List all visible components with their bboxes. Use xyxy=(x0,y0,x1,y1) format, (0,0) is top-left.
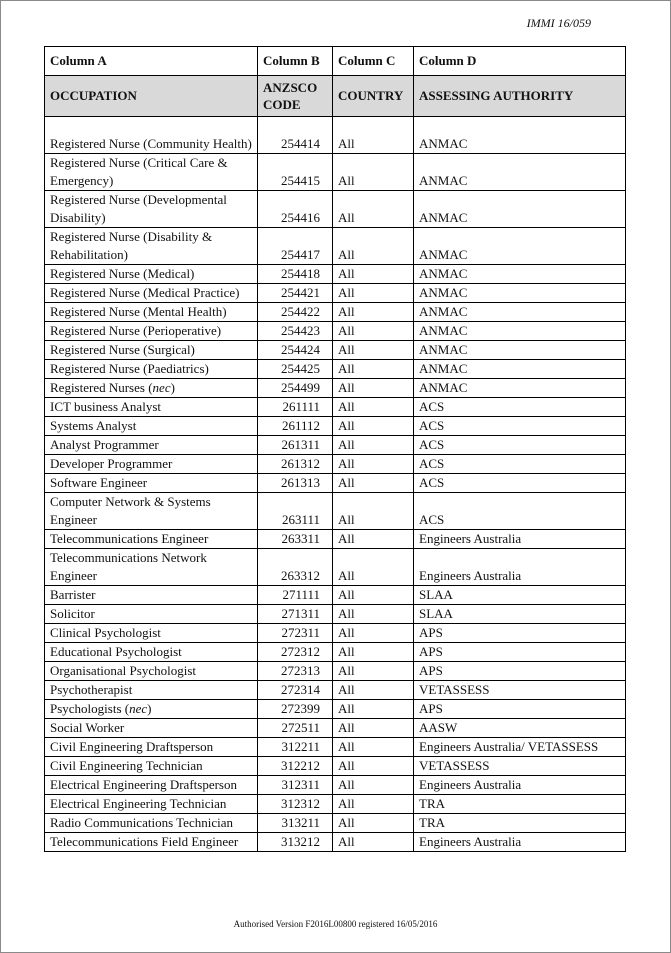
table-row xyxy=(45,284,626,303)
occupation-text: Computer Network & Systems Engineer xyxy=(50,494,211,527)
anzsco-code-cell: 254416 xyxy=(258,191,333,228)
table-row xyxy=(45,700,626,719)
occupation-text: Social Worker xyxy=(50,720,125,735)
column-title-row xyxy=(45,76,626,117)
column-letter-row xyxy=(45,47,626,76)
anzsco-code-cell: 254414 xyxy=(258,117,333,154)
occupation-cell xyxy=(45,795,258,814)
occupation-cell xyxy=(45,398,258,417)
anzsco-code-cell: 261112 xyxy=(258,417,333,436)
occupation-text: Registered Nurse (Developmental Disability) xyxy=(50,192,227,225)
anzsco-code-cell: 271111 xyxy=(258,586,333,605)
occupation-header: OCCUPATION xyxy=(45,76,258,117)
table-row xyxy=(45,379,626,398)
table-row xyxy=(45,681,626,700)
occupation-cell xyxy=(45,417,258,436)
country-cell: All xyxy=(333,700,414,719)
table-row xyxy=(45,530,626,549)
country-cell: All xyxy=(333,360,414,379)
assessing-authority-cell: ANMAC xyxy=(414,265,626,284)
anzsco-code-cell: 272511 xyxy=(258,719,333,738)
assessing-authority-cell: ANMAC xyxy=(414,303,626,322)
occupation-cell xyxy=(45,493,258,530)
occupation-text: Electrical Engineering Draftsperson xyxy=(50,777,237,792)
country-cell: All xyxy=(333,643,414,662)
occupation-cell xyxy=(45,814,258,833)
anzsco-code-cell: 272313 xyxy=(258,662,333,681)
assessing-authority-cell: ANMAC xyxy=(414,117,626,154)
assessing-authority-cell: APS xyxy=(414,700,626,719)
occupation-text: Solicitor xyxy=(50,606,95,621)
assessing-authority-header: ASSESSING AUTHORITY xyxy=(414,76,626,117)
table-row xyxy=(45,341,626,360)
country-cell: All xyxy=(333,738,414,757)
column-a-header: Column A xyxy=(45,47,258,76)
country-cell: All xyxy=(333,586,414,605)
country-cell: All xyxy=(333,605,414,624)
table-row xyxy=(45,757,626,776)
country-cell: All xyxy=(333,624,414,643)
assessing-authority-cell: Engineers Australia/ VETASSESS xyxy=(414,738,626,757)
country-cell: All xyxy=(333,493,414,530)
anzsco-code-cell: 254418 xyxy=(258,265,333,284)
table-row xyxy=(45,549,626,586)
assessing-authority-cell: ANMAC xyxy=(414,154,626,191)
document-reference: IMMI 16/059 xyxy=(526,16,591,30)
country-cell: All xyxy=(333,776,414,795)
country-cell: All xyxy=(333,814,414,833)
occupation-cell xyxy=(45,776,258,795)
table-row xyxy=(45,795,626,814)
country-cell: All xyxy=(333,303,414,322)
country-cell: All xyxy=(333,530,414,549)
country-cell: All xyxy=(333,681,414,700)
anzsco-code-cell: 254425 xyxy=(258,360,333,379)
assessing-authority-cell: Engineers Australia xyxy=(414,530,626,549)
occupation-text: Psychotherapist xyxy=(50,682,133,697)
table-row xyxy=(45,117,626,154)
country-cell: All xyxy=(333,341,414,360)
assessing-authority-cell: Engineers Australia xyxy=(414,549,626,586)
occupation-text: Civil Engineering Draftsperson xyxy=(50,739,214,754)
table-row xyxy=(45,605,626,624)
assessing-authority-cell: AASW xyxy=(414,719,626,738)
assessing-authority-cell: VETASSESS xyxy=(414,757,626,776)
table-row xyxy=(45,265,626,284)
anzsco-code-cell: 254422 xyxy=(258,303,333,322)
country-header: COUNTRY xyxy=(333,76,414,117)
table-row xyxy=(45,191,626,228)
table-row xyxy=(45,417,626,436)
assessing-authority-cell: SLAA xyxy=(414,586,626,605)
anzsco-code-cell: 254423 xyxy=(258,322,333,341)
occupation-text: Telecommunications Network Engineer xyxy=(50,550,207,583)
anzsco-code-cell: 312212 xyxy=(258,757,333,776)
occupation-cell xyxy=(45,605,258,624)
country-cell: All xyxy=(333,455,414,474)
occupation-cell xyxy=(45,303,258,322)
occupation-cell xyxy=(45,738,258,757)
assessing-authority-cell: Engineers Australia xyxy=(414,833,626,852)
occupation-suffix: nec xyxy=(152,380,171,395)
occupation-text: Registered Nurse (Medical) xyxy=(50,266,195,281)
country-cell: All xyxy=(333,228,414,265)
assessing-authority-cell: APS xyxy=(414,662,626,681)
anzsco-code-cell: 261111 xyxy=(258,398,333,417)
occupation-cell xyxy=(45,455,258,474)
anzsco-code-cell: 272311 xyxy=(258,624,333,643)
anzsco-code-cell: 254415 xyxy=(258,154,333,191)
anzsco-code-cell: 254421 xyxy=(258,284,333,303)
occupation-cell xyxy=(45,833,258,852)
anzsco-code-header xyxy=(258,76,333,117)
anzsco-code-cell: 263311 xyxy=(258,530,333,549)
assessing-authority-cell: TRA xyxy=(414,814,626,833)
anzsco-code-cell: 254499 xyxy=(258,379,333,398)
assessing-authority-cell: ANMAC xyxy=(414,322,626,341)
footer-authorised-version: Authorised Version F2016L00800 registered 16/05/2016 xyxy=(233,919,438,929)
country-cell: All xyxy=(333,549,414,586)
anzsco-code-cell: 254417 xyxy=(258,228,333,265)
occupation-text: Organisational Psychologist xyxy=(50,663,197,678)
table-row xyxy=(45,303,626,322)
country-cell: All xyxy=(333,398,414,417)
country-cell: All xyxy=(333,719,414,738)
assessing-authority-cell: ANMAC xyxy=(414,379,626,398)
country-cell: All xyxy=(333,154,414,191)
anzsco-code-cell: 272399 xyxy=(258,700,333,719)
table-row xyxy=(45,436,626,455)
assessing-authority-cell: Engineers Australia xyxy=(414,776,626,795)
country-cell: All xyxy=(333,379,414,398)
occupation-cell: Psychologists (nec) xyxy=(45,700,258,719)
assessing-authority-cell: ACS xyxy=(414,474,626,493)
occupation-cell xyxy=(45,586,258,605)
country-cell: All xyxy=(333,322,414,341)
occupation-text: Registered Nurse (Community Health) xyxy=(50,136,252,151)
country-cell: All xyxy=(333,833,414,852)
assessing-authority-cell: ACS xyxy=(414,455,626,474)
occupation-cell xyxy=(45,341,258,360)
occupation-text: Civil Engineering Technician xyxy=(50,758,203,773)
column-b-header: Column B xyxy=(258,47,333,76)
occupation-text: Psychologists xyxy=(50,701,122,716)
occupation-text: Registered Nurse (Paediatrics) xyxy=(50,361,209,376)
table-row xyxy=(45,643,626,662)
assessing-authority-cell: TRA xyxy=(414,795,626,814)
occupation-cell xyxy=(45,265,258,284)
occupation-text: Developer Programmer xyxy=(50,456,173,471)
occupation-suffix: nec xyxy=(129,701,148,716)
occupation-cell xyxy=(45,228,258,265)
occupation-cell xyxy=(45,624,258,643)
country-cell: All xyxy=(333,284,414,303)
country-cell: All xyxy=(333,795,414,814)
occupation-text: Analyst Programmer xyxy=(50,437,159,452)
table-row xyxy=(45,814,626,833)
anzsco-code-cell: 272312 xyxy=(258,643,333,662)
occupation-text: Registered Nurses xyxy=(50,380,145,395)
anzsco-code-cell: 271311 xyxy=(258,605,333,624)
country-cell: All xyxy=(333,191,414,228)
occupation-text: ICT business Analyst xyxy=(50,399,161,414)
country-cell: All xyxy=(333,757,414,776)
table-row xyxy=(45,624,626,643)
assessing-authority-cell: ANMAC xyxy=(414,191,626,228)
assessing-authority-cell: ACS xyxy=(414,417,626,436)
table-row xyxy=(45,719,626,738)
occupation-cell: Registered Nurses (nec) xyxy=(45,379,258,398)
country-cell: All xyxy=(333,436,414,455)
assessing-authority-cell: SLAA xyxy=(414,605,626,624)
table-row xyxy=(45,738,626,757)
occupation-cell xyxy=(45,191,258,228)
column-d-header: Column D xyxy=(414,47,626,76)
occupation-text: Clinical Psychologist xyxy=(50,625,161,640)
occupation-cell xyxy=(45,154,258,191)
table-row xyxy=(45,228,626,265)
occupation-cell xyxy=(45,530,258,549)
occupation-text: Systems Analyst xyxy=(50,418,137,433)
table-row xyxy=(45,586,626,605)
country-cell: All xyxy=(333,474,414,493)
table-row xyxy=(45,776,626,795)
table-row xyxy=(45,833,626,852)
country-cell: All xyxy=(333,662,414,681)
occupation-cell xyxy=(45,719,258,738)
occupation-table xyxy=(44,46,626,852)
column-c-header: Column C xyxy=(333,47,414,76)
occupation-text: Telecommunications Engineer xyxy=(50,531,209,546)
occupation-text: Telecommunications Field Engineer xyxy=(50,834,239,849)
country-cell: All xyxy=(333,117,414,154)
occupation-text: Radio Communications Technician xyxy=(50,815,233,830)
assessing-authority-cell: APS xyxy=(414,624,626,643)
table-row xyxy=(45,662,626,681)
anzsco-code-cell: 313212 xyxy=(258,833,333,852)
occupation-text: Registered Nurse (Medical Practice) xyxy=(50,285,240,300)
assessing-authority-cell: ACS xyxy=(414,493,626,530)
anzsco-code-cell: 254424 xyxy=(258,341,333,360)
occupation-text: Software Engineer xyxy=(50,475,148,490)
assessing-authority-cell: ANMAC xyxy=(414,228,626,265)
occupation-cell xyxy=(45,662,258,681)
occupation-cell xyxy=(45,757,258,776)
occupation-cell xyxy=(45,284,258,303)
anzsco-code-cell: 312211 xyxy=(258,738,333,757)
anzsco-code-cell: 261311 xyxy=(258,436,333,455)
assessing-authority-cell: ANMAC xyxy=(414,284,626,303)
occupation-cell xyxy=(45,436,258,455)
assessing-authority-cell: VETASSESS xyxy=(414,681,626,700)
occupation-cell xyxy=(45,322,258,341)
table-row xyxy=(45,322,626,341)
assessing-authority-cell: ACS xyxy=(414,436,626,455)
assessing-authority-cell: ANMAC xyxy=(414,360,626,379)
anzsco-code-cell: 313211 xyxy=(258,814,333,833)
occupation-text: Electrical Engineering Technician xyxy=(50,796,227,811)
occupation-text: Registered Nurse (Critical Care & Emergency) xyxy=(50,155,228,188)
table-row xyxy=(45,493,626,530)
table-row xyxy=(45,398,626,417)
anzsco-code-cell: 263111 xyxy=(258,493,333,530)
occupation-cell xyxy=(45,117,258,154)
anzsco-code-cell: 261313 xyxy=(258,474,333,493)
occupation-text: Registered Nurse (Disability & Rehabilitation) xyxy=(50,229,213,262)
occupation-cell xyxy=(45,549,258,586)
assessing-authority-cell: APS xyxy=(414,643,626,662)
anzsco-code-cell: 272314 xyxy=(258,681,333,700)
occupation-cell xyxy=(45,474,258,493)
anzsco-label: ANZSCO xyxy=(263,80,318,95)
table-row xyxy=(45,360,626,379)
anzsco-code-cell: 312312 xyxy=(258,795,333,814)
occupation-text: Barrister xyxy=(50,587,96,602)
country-cell: All xyxy=(333,417,414,436)
code-label: CODE xyxy=(263,97,301,112)
occupation-cell xyxy=(45,360,258,379)
table-body xyxy=(45,117,626,852)
assessing-authority-cell: ACS xyxy=(414,398,626,417)
table-row xyxy=(45,474,626,493)
occupation-text: Registered Nurse (Mental Health) xyxy=(50,304,227,319)
occupation-cell xyxy=(45,681,258,700)
occupation-cell xyxy=(45,643,258,662)
occupation-text: Registered Nurse (Perioperative) xyxy=(50,323,222,338)
anzsco-code-cell: 261312 xyxy=(258,455,333,474)
assessing-authority-cell: ANMAC xyxy=(414,341,626,360)
anzsco-code-cell: 312311 xyxy=(258,776,333,795)
occupation-text: Registered Nurse (Surgical) xyxy=(50,342,195,357)
table-row xyxy=(45,154,626,191)
anzsco-code-cell: 263312 xyxy=(258,549,333,586)
occupation-text: Educational Psychologist xyxy=(50,644,182,659)
table-row xyxy=(45,455,626,474)
country-cell: All xyxy=(333,265,414,284)
